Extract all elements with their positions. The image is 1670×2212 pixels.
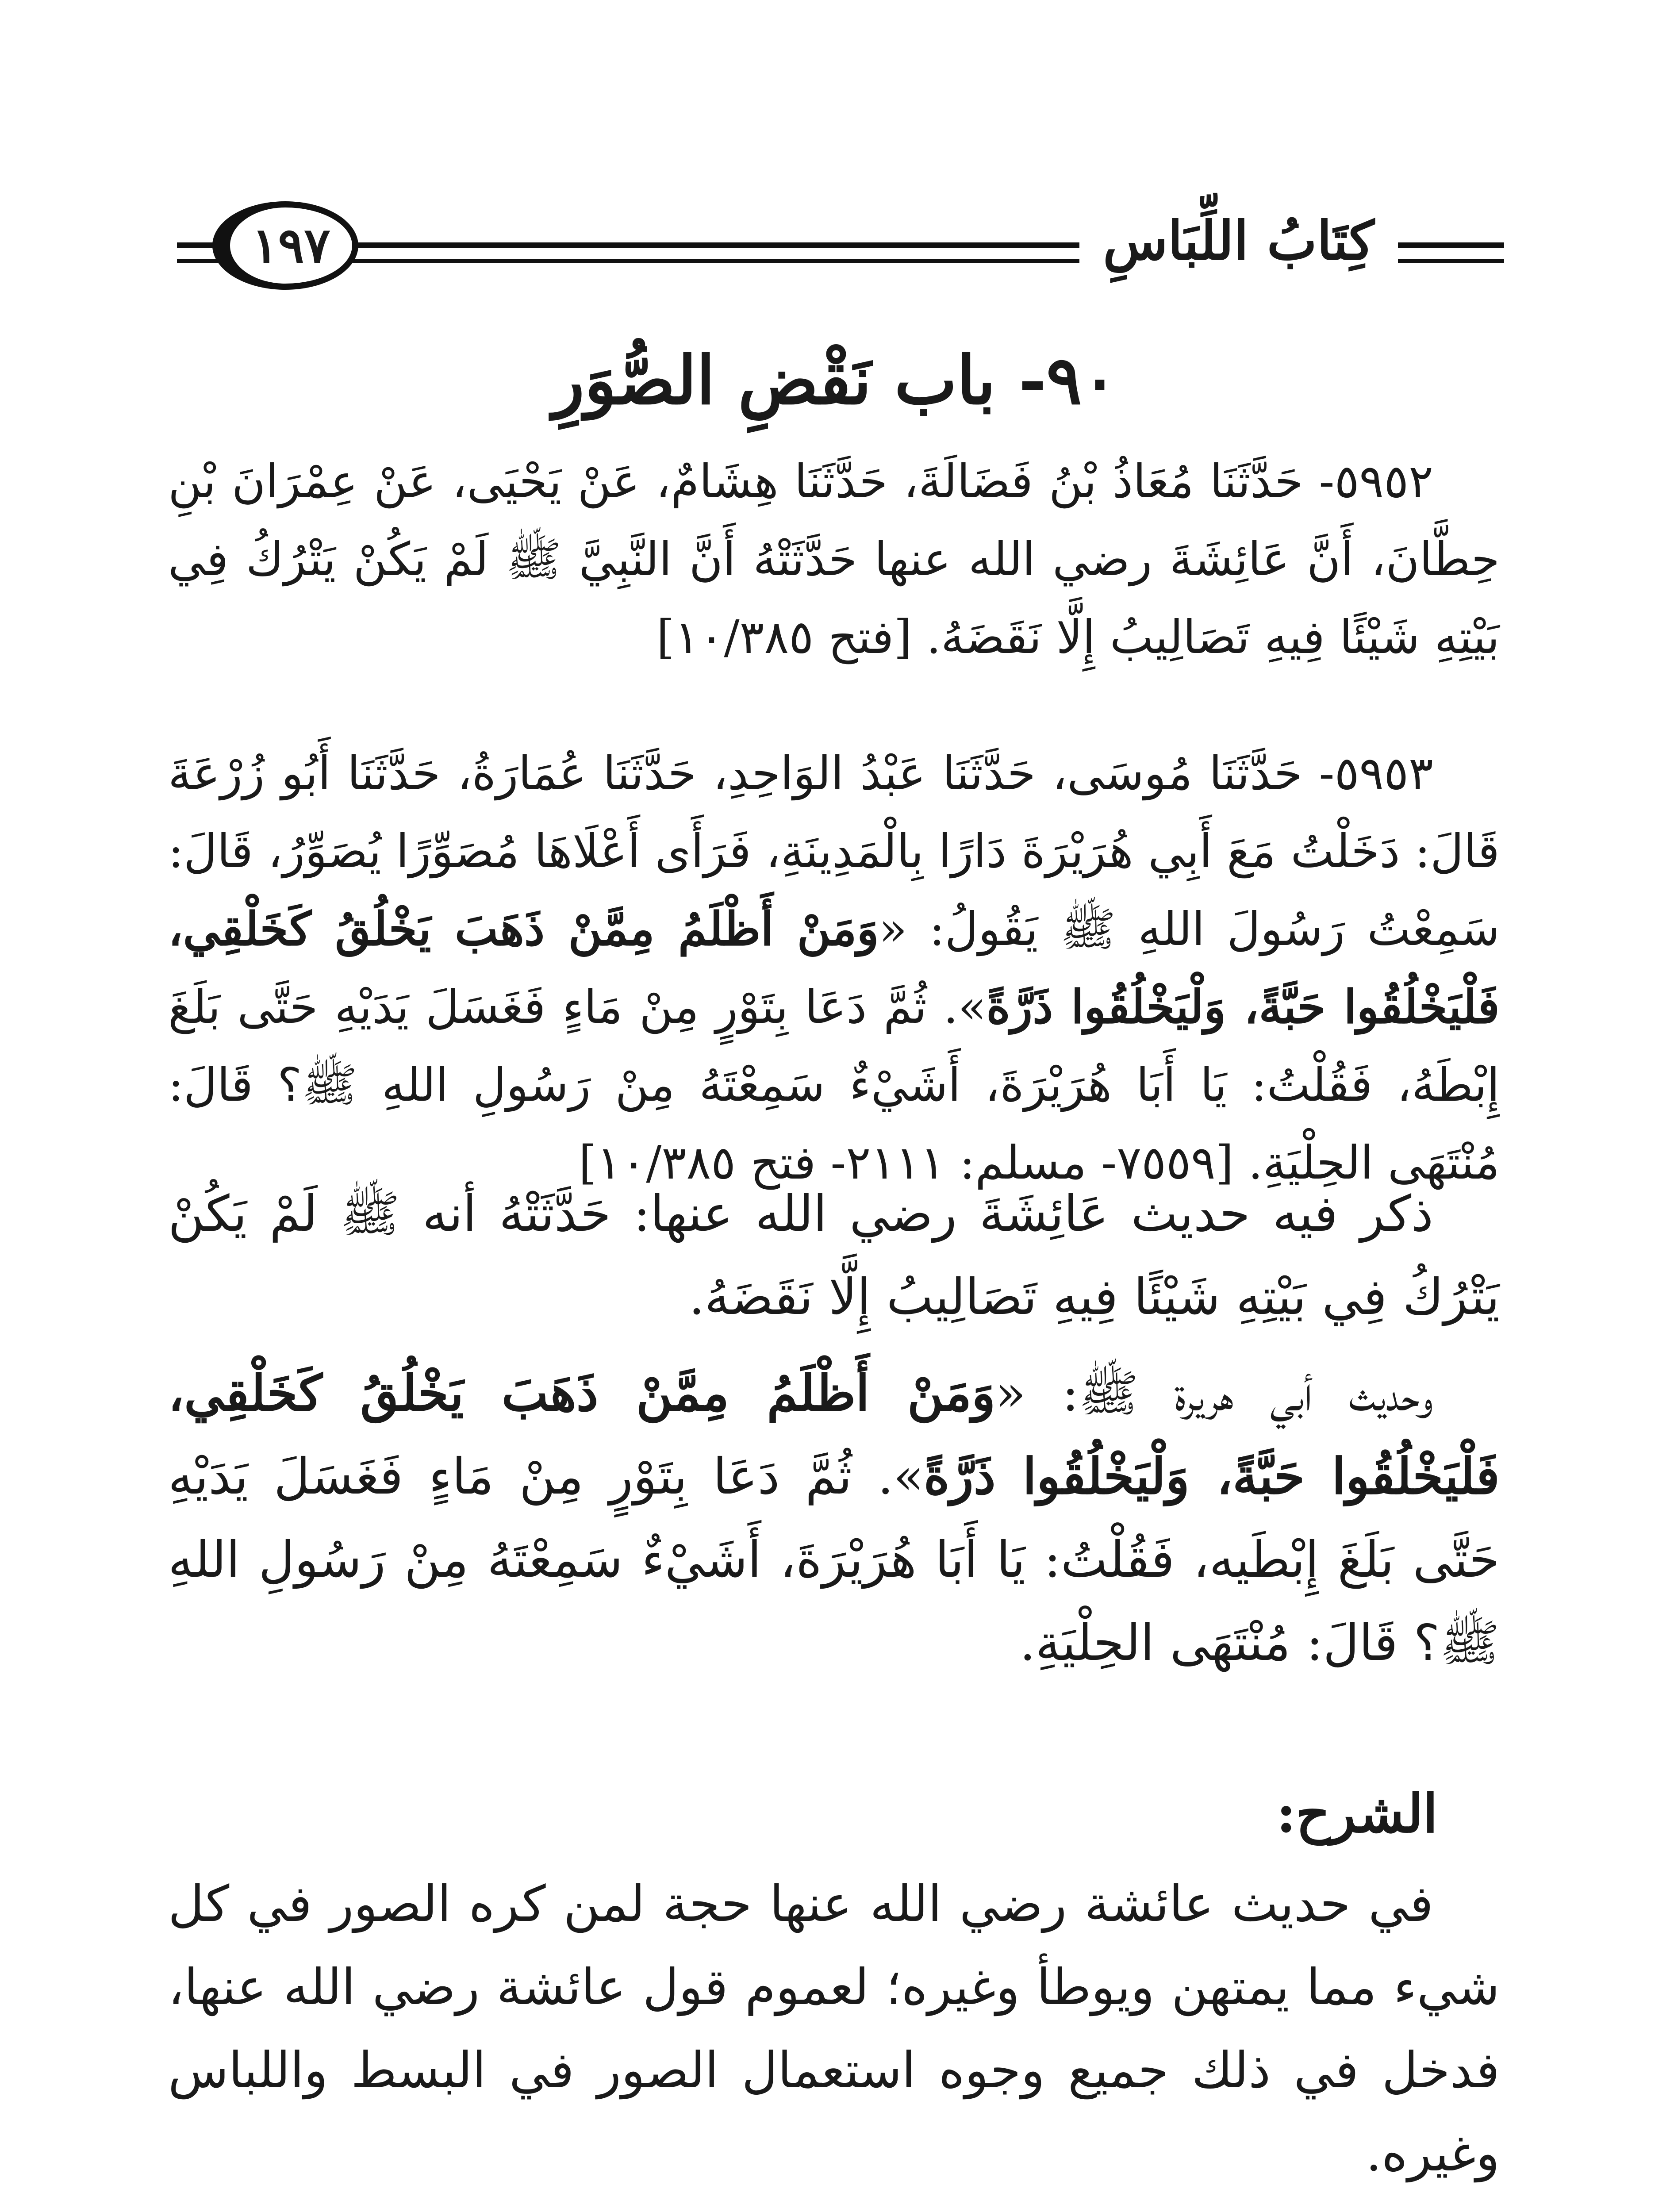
commentary-paragraph-1: ذكر فيه حديث عَائِشَةَ رضي الله عنها: حَدَّثَتْهُ أنه ﷺ لَمْ يَكُنْ يَتْرُكُ فِي بَيْتِهِ شَيْئًا فِيهِ تَصَالِيبُ إِلَّا نَقَضَهُ. xyxy=(168,1185,1500,1326)
hadith-5953-qudsi-bold: وَمَنْ أَظْلَمُ مِمَّنْ ذَهَبَ يَخْلُقُ كَخَلْقِي، فَلْيَخْلُقُوا حَبَّةً، وَلْيَخْلُقُوا ذَرَّةً xyxy=(168,902,1500,1034)
sharh-paragraph-1: في حديث عائشة رضي الله عنها حجة لمن كره الصور في كل شيء مما يمتهن ويوطأ وغيره؛ لعموم قول عائشة رضي الله عنها، فدخل في ذلك جميع وجوه استعمال الصور في البسط واللباس وغيره. xyxy=(168,1875,1500,2182)
commentary-p2-rest: ». ثُمَّ دَعَا بِتَوْرٍ مِنْ مَاءٍ فَغَسَلَ يَدَيْهِ حَتَّى بَلَغَ إِبْطَيه، فَقُلْتُ: يَا أَبَا هُرَيْرَةَ، أَشَيْءٌ سَمِعْتَهُ مِنْ رَسُولِ اللهِ ﷺ؟ قَالَ: مُنْتَهَى الحِلْيَةِ. xyxy=(168,1448,1500,1672)
commentary-p2-intro: وحديث أبي هريرة ﷺ: « xyxy=(995,1365,1434,1422)
sharh-paragraph-2 xyxy=(168,2204,1500,2212)
hadith-5953-isnad: ٥٩٥٣- حَدَّثَنَا مُوسَى، حَدَّثَنَا عَبْدُ الوَاحِدِ، حَدَّثَنَا عُمَارَةُ، حَدَّثَنَا أَبُو زُرْعَةَ قَالَ: دَخَلْتُ مَعَ أَبِي هُرَيْرَةَ دَارًا بِالْمَدِينَةِ، فَرَأَى أَعْلَاهَا مُصَوِّرًا يُصَوِّرُ، قَالَ: سَمِعْتُ رَسُولَ اللهِ ﷺ يَقُولُ: « xyxy=(168,746,1500,956)
hadith-5953-rest: ». ثُمَّ دَعَا بِتَوْرٍ مِنْ مَاءٍ فَغَسَلَ يَدَيْهِ حَتَّى بَلَغَ إِبْطَهُ، فَقُلْتُ: يَا أَبَا هُرَيْرَةَ، أَشَيْءٌ سَمِعْتَهُ مِنْ رَسُولِ اللهِ ﷺ؟ قَالَ: مُنْتَهَى الحِلْيَةِ. [٧٥٥٩- مسلم: ٢١١١- فتح ١٠/٣٨٥] xyxy=(168,980,1500,1190)
hadith-5953-text xyxy=(168,734,1500,1202)
hadith-5953 xyxy=(168,734,1500,1202)
chapter-title: ٩٠- باب نَقْضِ الصُّوَرِ xyxy=(552,342,1118,419)
hadith-5952-text: ٥٩٥٢- حَدَّثَنَا مُعَاذُ بْنُ فَضَالَةَ، حَدَّثَنَا هِشَامٌ، عَنْ يَحْيَى، عَنْ عِمْرَانَ بْنِ حِطَّانَ، أَنَّ عَائِشَةَ رضي الله عنها حَدَّثَتْهُ أَنَّ النَّبِيَّ ﷺ لَمْ يَكُنْ يَتْرُكُ فِي بَيْتِهِ شَيْئًا فِيهِ تَصَالِيبُ إِلَّا نَقَضَهُ. [فتح ١٠/٣٨٥] xyxy=(168,454,1500,664)
sharh-body xyxy=(168,1863,1500,2212)
commentary-paragraph-2 xyxy=(168,1352,1500,1685)
commentary xyxy=(168,1172,1500,1685)
hadith-5952 xyxy=(168,442,1500,676)
running-header-title: كِتَابُ اللِّبَاسِ xyxy=(1079,208,1398,274)
commentary-p2-bold: وَمَنْ أَظْلَمُ مِمَّنْ ذَهَبَ يَخْلُقُ كَخَلْقِي، فَلْيَخْلُقُوا حَبَّةً، وَلْيَخْلُقُوا ذَرَّةً xyxy=(168,1364,1500,1505)
page-number: ١٩٧ xyxy=(212,201,358,290)
sharh-heading: الشرح: xyxy=(1276,1782,1438,1845)
